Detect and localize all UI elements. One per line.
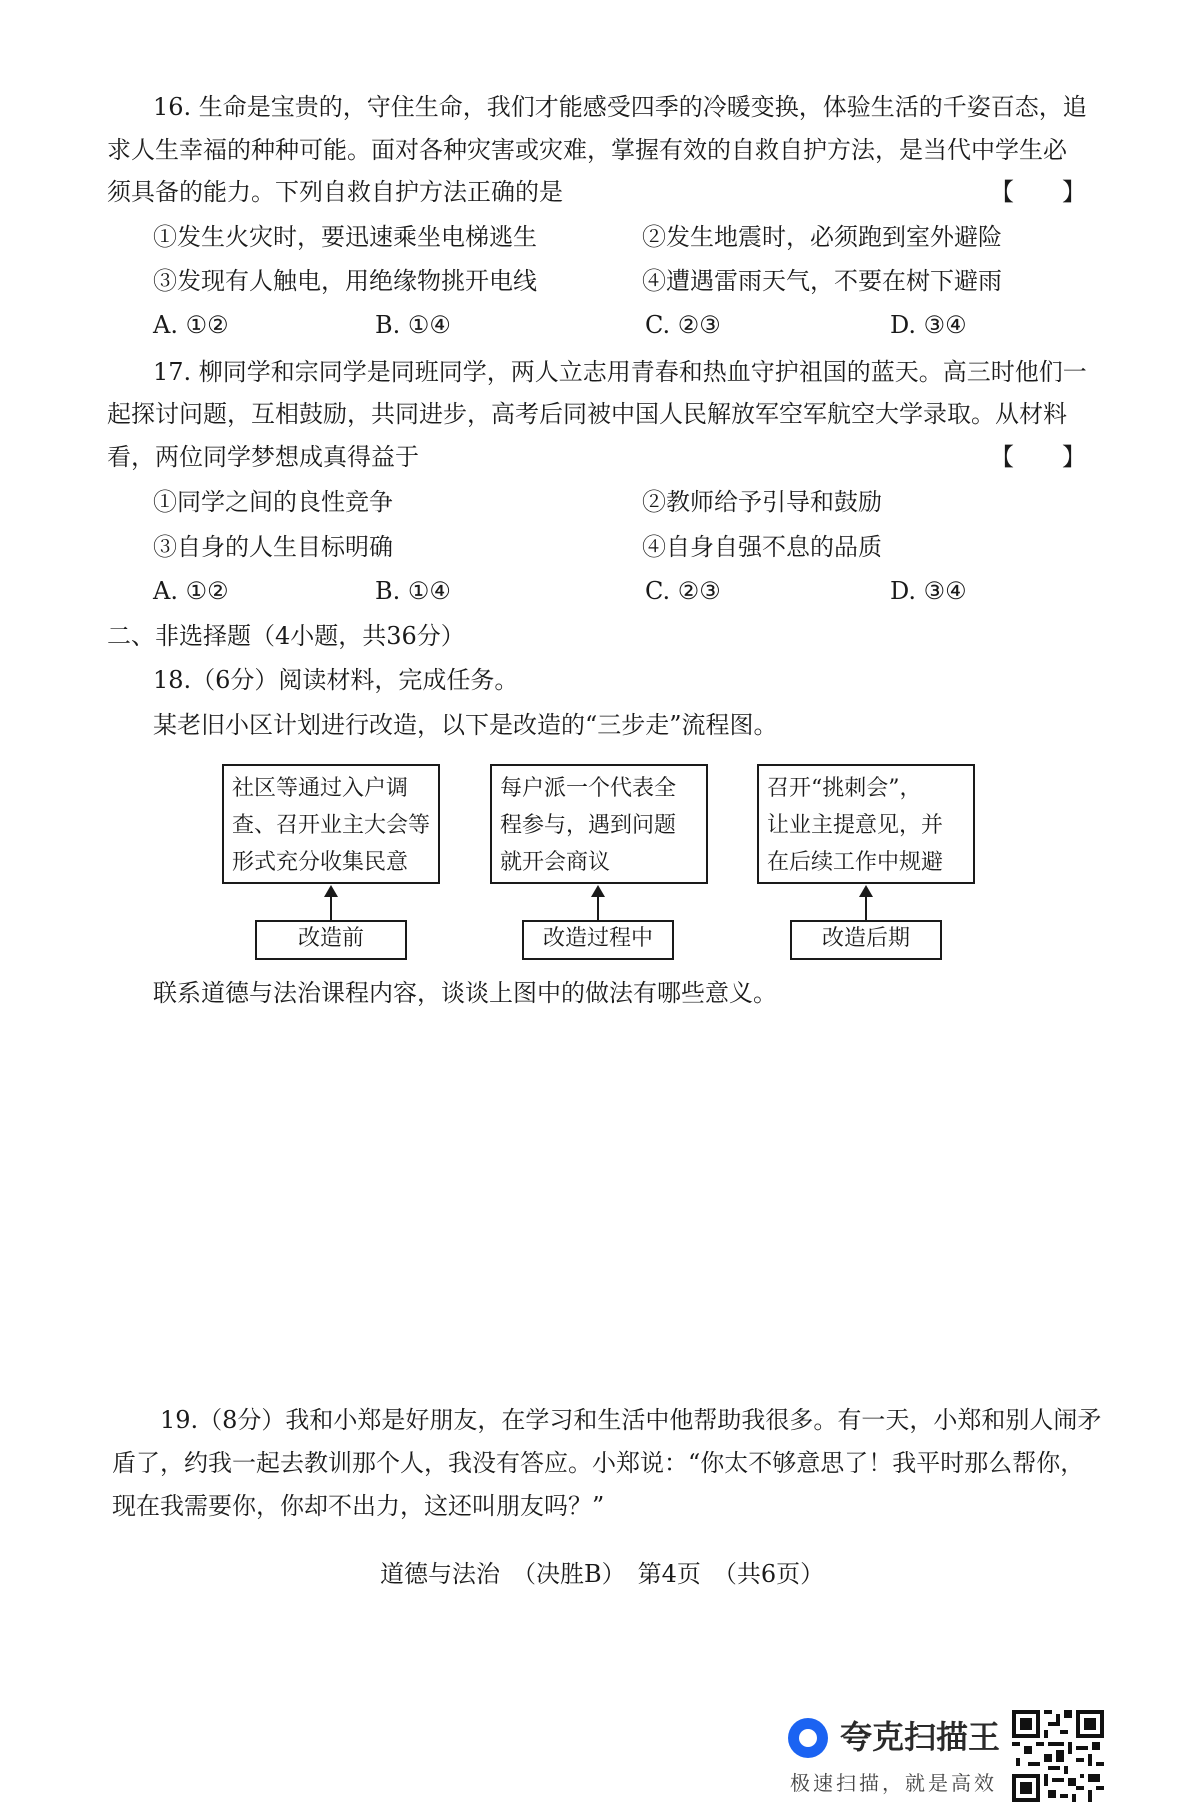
q16-option-b: B. ①④ [375, 311, 451, 339]
q17-line-3: 看，两位同学梦想成真得益于 [107, 443, 419, 471]
q16-line-2: 求人生幸福的种种可能。面对各种灾害或灾难，掌握有效的自救自护方法，是当代中学生必 [107, 136, 1067, 164]
qr-code-icon [1012, 1710, 1104, 1802]
q17-line-1: 17. 柳同学和宗同学是同班同学，两人立志用青春和热血守护祖国的蓝天。高三时他们一 [153, 358, 1087, 386]
flow-box-1-line-1: 社区等通过入户调 [232, 776, 409, 801]
flow-box-2-line-2: 程参与，遇到问题 [500, 813, 677, 838]
q17-option-a: A. ①② [153, 577, 229, 605]
q18-line-1: 18.（6分）阅读材料，完成任务。 [153, 666, 519, 694]
flow-label-2: 改造过程中 [522, 920, 674, 960]
q17-answer-bracket: 【 】 [990, 443, 1086, 471]
q19-line-1: 19.（8分）我和小郑是好朋友，在学习和生活中他帮助我很多。有一天，小郑和别人闹矛 [160, 1406, 1102, 1434]
flow-label-3: 改造后期 [790, 920, 942, 960]
q16-line-1: 16. 生命是宝贵的，守住生命，我们才能感受四季的冷暖变换，体验生活的千姿百态，追 [153, 93, 1087, 121]
flow-box-1-line-2: 查、召开业主大会等 [232, 813, 431, 838]
q17-item-3: ③自身的人生目标明确 [153, 533, 393, 561]
q19-line-3: 现在我需要你，你却不出力，这还叫朋友吗？” [112, 1492, 605, 1520]
q17-item-2: ②教师给予引导和鼓励 [642, 488, 882, 516]
q16-item-4: ④遭遇雷雨天气，不要在树下避雨 [642, 267, 1002, 295]
q16-item-1: ①发生火灾时，要迅速乘坐电梯逃生 [153, 223, 537, 251]
flow-box-1 [222, 764, 440, 884]
q16-option-c: C. ②③ [645, 311, 721, 339]
watermark-title: 夸克扫描王 [840, 1718, 1001, 1756]
q16-option-d: D. ③④ [890, 311, 967, 339]
q17-option-c: C. ②③ [645, 577, 721, 605]
q17-line-2: 起探讨问题，互相鼓励，共同进步，高考后同被中国人民解放军空军航空大学录取。从材料 [107, 400, 1067, 428]
q16-item-3: ③发现有人触电，用绝缘物挑开电线 [153, 267, 537, 295]
flow-box-2-line-1: 每户派一个代表全 [500, 776, 677, 801]
q16-option-a: A. ①② [153, 311, 229, 339]
flow-box-3-line-1: 召开“挑刺会”， [767, 776, 922, 801]
flow-box-3-line-3: 在后续工作中规避 [767, 850, 944, 875]
watermark-subtitle: 极速扫描，就是高效 [790, 1771, 997, 1795]
page-footer: 道德与法治 （决胜B） 第4页 （共6页） [380, 1560, 825, 1588]
scanner-logo-icon [788, 1718, 828, 1758]
q17-option-d: D. ③④ [890, 577, 967, 605]
flow-box-2-line-3: 就开会商议 [500, 850, 611, 875]
q18-line-2: 某老旧小区计划进行改造，以下是改造的“三步走”流程图。 [153, 711, 778, 739]
flow-arrow-3-icon [859, 885, 873, 897]
flow-box-1-line-3: 形式充分收集民意 [232, 850, 409, 875]
flow-arrow-1-icon [324, 885, 338, 897]
q18-task: 联系道德与法治课程内容，谈谈上图中的做法有哪些意义。 [153, 979, 777, 1007]
flow-box-3-line-2: 让业主提意见，并 [767, 813, 944, 838]
flow-box-2 [490, 764, 708, 884]
q19-line-2: 盾了，约我一起去教训那个人，我没有答应。小郑说：“你太不够意思了！我平时那么帮你， [112, 1449, 1085, 1477]
flow-box-3 [757, 764, 975, 884]
q16-answer-bracket: 【 】 [990, 178, 1086, 206]
q16-line-3: 须具备的能力。下列自救自护方法正确的是 [107, 178, 563, 206]
q17-option-b: B. ①④ [375, 577, 451, 605]
q16-item-2: ②发生地震时，必须跑到室外避险 [642, 223, 1002, 251]
flow-arrow-2-icon [591, 885, 605, 897]
q17-item-4: ④自身自强不息的品质 [642, 533, 882, 561]
flow-label-1: 改造前 [255, 920, 407, 960]
section-title: 二、非选择题（4小题，共36分） [107, 622, 465, 650]
q17-item-1: ①同学之间的良性竞争 [153, 488, 393, 516]
